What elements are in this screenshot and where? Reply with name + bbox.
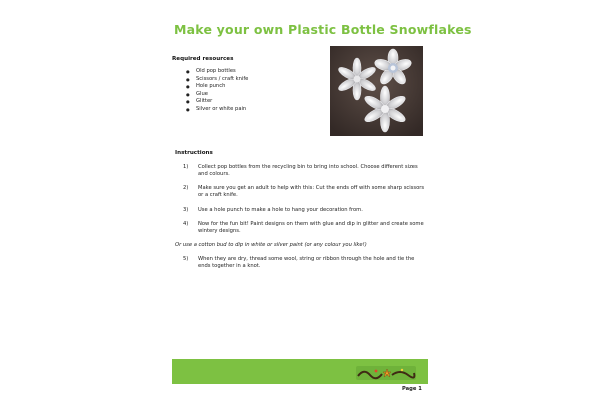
instruction-step xyxy=(183,164,428,178)
instructions-heading: Instructions xyxy=(175,150,213,156)
page-number: Page 1 xyxy=(402,386,422,392)
step-text: Collect pop bottles from the recycling bin to bring into school. Choose different sizes and colours. xyxy=(198,164,418,177)
resource-item: ● Hole punch xyxy=(186,83,248,91)
resource-item: ● Silver or white pain xyxy=(186,106,248,114)
step-number: 1) xyxy=(183,164,189,170)
snowflakes-photo xyxy=(330,46,423,136)
instruction-step xyxy=(183,221,428,235)
resource-item: ● Scissors / craft knife xyxy=(186,76,248,84)
instruction-step xyxy=(183,207,428,214)
instruction-note: Or use a cotton bud to dip in white or silver paint (or any colour you like!) xyxy=(175,242,367,248)
resource-item: ● Glue xyxy=(186,91,248,99)
resource-item: ● Glitter xyxy=(186,98,248,106)
snowflakes-image xyxy=(330,46,423,136)
resources-heading: Required resources xyxy=(172,56,234,62)
step-number: 3) xyxy=(183,207,189,213)
step-text: When they are dry, thread some wool, string or ribbon through the hole and tie the ends together in a knot. xyxy=(198,256,415,269)
resource-item: ● Old pop bottles xyxy=(186,68,248,76)
wiggle-star-logo xyxy=(356,365,416,379)
step-text: Use a hole punch to make a hole to hang your decoration from. xyxy=(198,207,363,213)
document-title: Make your own Plastic Bottle Snowflakes xyxy=(174,22,472,37)
resources-list xyxy=(186,68,248,114)
step-number: 5) xyxy=(183,256,189,262)
instruction-step xyxy=(183,185,428,199)
step-number: 4) xyxy=(183,221,189,227)
step-text: Make sure you get an adult to help with this: Cut the ends off with some sharp scissors or a craft knife. xyxy=(198,185,425,198)
instruction-step xyxy=(183,256,428,270)
step-text: Now for the fun bit! Paint designs on them with glue and dip in glitter and create some wintery designs. xyxy=(198,221,424,234)
step-number: 2) xyxy=(183,185,189,191)
